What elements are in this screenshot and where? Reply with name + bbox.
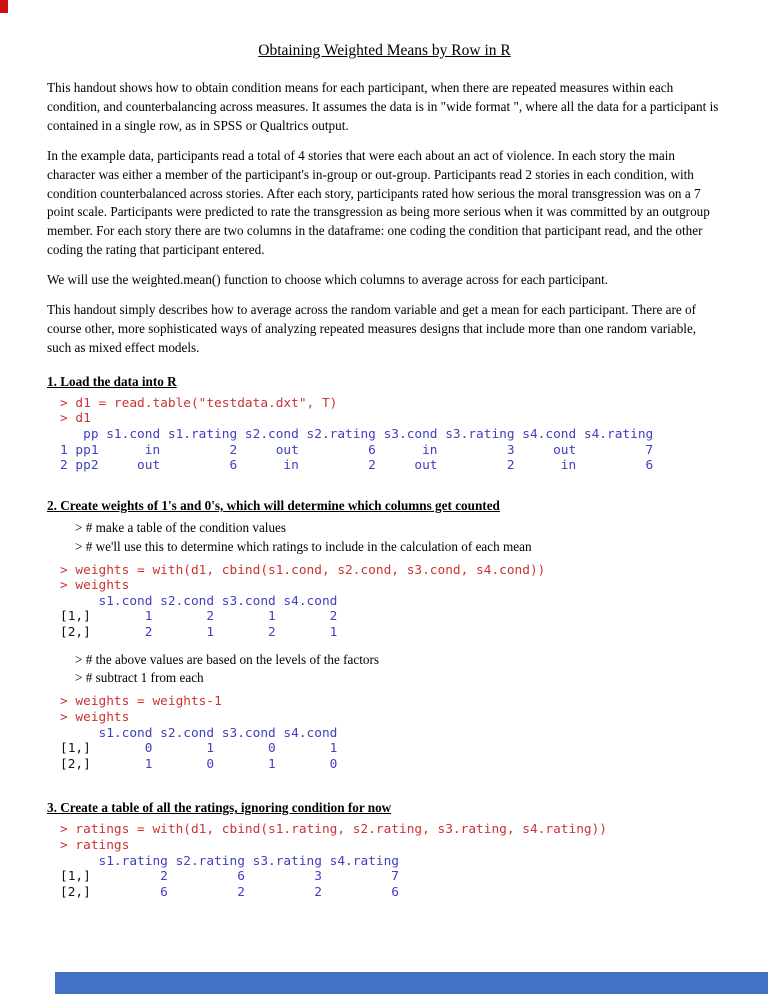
matrix-row-label: [1,]: [60, 741, 91, 757]
r-command-line: > weights: [60, 578, 130, 594]
matrix-row-label: [2,]: [60, 624, 91, 640]
matrix-row-values: 0 1 0 1: [90, 741, 338, 757]
section-2-code-block-1: [60, 563, 722, 641]
matrix-row-label: [2,]: [60, 884, 91, 900]
r-command-line: > weights: [60, 709, 130, 725]
r-comment-line: > # make a table of the condition values: [75, 519, 287, 535]
r-output-header: s1.rating s2.rating s3.rating s4.rating: [60, 853, 399, 869]
r-command-line: > d1 = read.table("testdata.dxt", T): [60, 395, 338, 411]
r-command-line: > d1: [60, 411, 91, 427]
r-output-row: 2 pp2 out 6 in 2 out 2 in 6: [60, 458, 654, 474]
r-command-line: > weights = with(d1, cbind(s1.cond, s2.cond, s3.cond, s4.cond)): [60, 562, 546, 578]
r-output-row: 1 pp1 in 2 out 6 in 3 out 7: [60, 442, 654, 458]
r-command-line: > ratings: [60, 837, 130, 853]
r-output-header: pp s1.cond s1.rating s2.cond s2.rating s3.cond s3.rating s4.cond s4.rating: [60, 426, 654, 442]
matrix-row-label: [2,]: [60, 756, 91, 772]
r-output-header: s1.cond s2.cond s3.cond s4.cond: [60, 725, 338, 741]
matrix-row-values: 1 2 1 2: [90, 609, 338, 625]
matrix-row-values: 6 2 2 6: [90, 884, 400, 900]
r-output-header: s1.cond s2.cond s3.cond s4.cond: [60, 593, 338, 609]
r-comment-line: > # we'll use this to determine which ratings to include in the calculation of each mean: [75, 538, 532, 554]
intro-paragraph-2: In the example data, participants read a total of 4 stories that were each about an act of violence. In each story the main character was either a member of the participant's in-group or out-group. Participants read 2 stories in each condition, with condition counterbalanced across stories. After each story, participants rated how serious the moral transgression was on a 7 point scale. Participants were predicted to rate the transgression as being more serious when it was committed by an outgroup member. For each story there are two columns in the dataframe: one coding the condition that participant read, and the other coding the rating that participant entered.: [47, 147, 710, 258]
intro-paragraph-1: This handout shows how to obtain condition means for each participant, when there are repeated measures within each condition, and counterbalancing across measures. It assumes the data is in "wide format ", where all the data for a participant is contained in a single row, as in SPSS or Qualtrics output.: [47, 80, 719, 133]
matrix-row-values: 2 6 3 7: [90, 869, 400, 885]
intro-paragraph-4: This handout simply describes how to average across the random variable and get a mean for each participant. There are of course other, more sophisticated ways of analyzing repeated measures designs that include more than one random variable, such as mixed effect models.: [47, 302, 697, 355]
section-2-comments-a: [47, 519, 722, 557]
r-output-row: [60, 741, 722, 757]
footer-bar: [55, 972, 768, 994]
matrix-row-values: 1 0 1 0: [90, 756, 338, 772]
section-3-code-block: [60, 822, 722, 900]
section-3-heading: 3. Create a table of all the ratings, ignoring condition for now: [47, 800, 392, 816]
section-1-heading: 1. Load the data into R: [47, 373, 177, 389]
section-1-code-block: [60, 396, 722, 474]
matrix-row-label: [1,]: [60, 869, 91, 885]
matrix-row-label: [1,]: [60, 609, 91, 625]
r-comment-line: > # subtract 1 from each: [75, 670, 204, 686]
r-command-line: > ratings = with(d1, cbind(s1.rating, s2.rating, s3.rating, s4.rating)): [60, 822, 608, 838]
r-output-row: [60, 609, 722, 625]
r-command-line: > weights = weights-1: [60, 694, 222, 710]
matrix-row-values: 2 1 2 1: [90, 624, 338, 640]
r-output-row: [60, 757, 722, 773]
section-2-comments-b: [47, 651, 722, 689]
r-comment-line: > # the above values are based on the levels of the factors: [75, 651, 380, 667]
intro-paragraph-3: We will use the weighted.mean() function to choose which columns to average across for each participant.: [47, 272, 609, 288]
page-title: Obtaining Weighted Means by Row in R: [258, 42, 511, 59]
section-2-code-block-2: [60, 694, 722, 772]
r-output-row: [60, 625, 722, 641]
r-output-row: [60, 869, 722, 885]
section-2-heading: 2. Create weights of 1's and 0's, which will determine which columns get counted: [47, 497, 500, 513]
r-output-row: [60, 885, 722, 901]
